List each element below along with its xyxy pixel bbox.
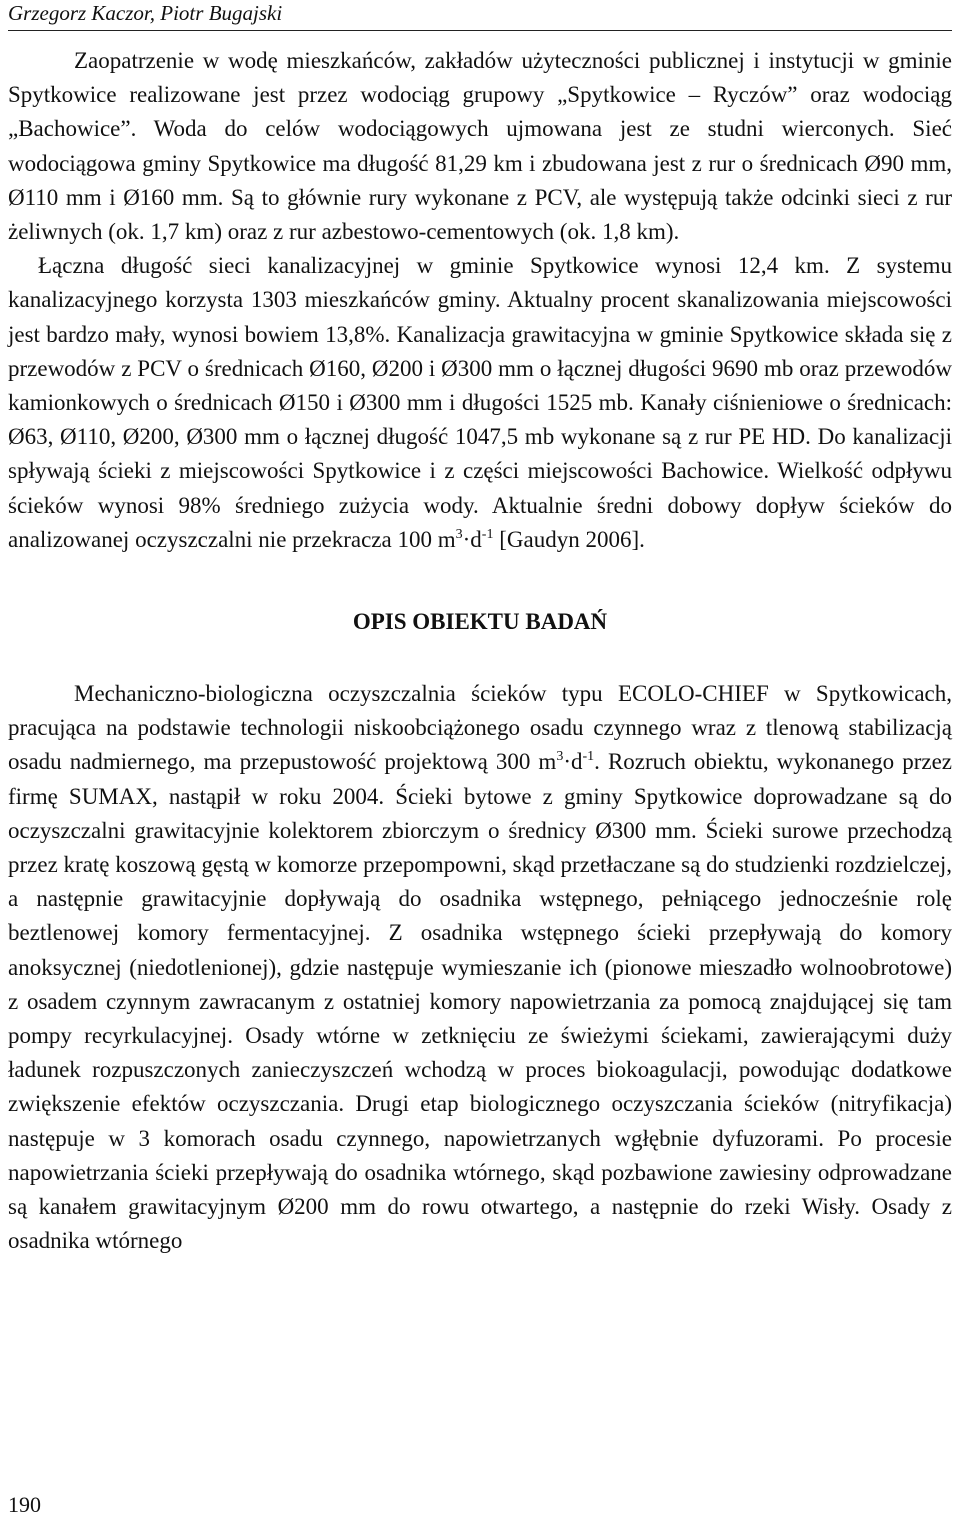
unit-exponent: -1 (582, 749, 595, 765)
running-head-authors: Grzegorz Kaczor, Piotr Bugajski (8, 0, 952, 31)
unit-exponent: 3 (455, 526, 463, 542)
article-body (8, 44, 952, 1259)
unit-text: ·d (462, 526, 482, 552)
sewerage-text: Łączna długość sieci kanalizacyjnej w gminie Spytkowice wynosi 12,4 km. Z systemu kanalizacyjnego korzysta 1303 mieszkańców gminy. Aktualny procent skanalizowania miejscowości jest bardzo mały, wynosi bowiem 13,8%. Kanalizacja grawitacyjna w gminie Spytkowice składa się z przewodów z PCV o średnicach Ø160, Ø200 i Ø300 mm o łącznej długości 9690 mb oraz przewodów kamionkowych o średnicach Ø150 i Ø300 mm i długości 1525 mb. Kanały ciśnieniowe o średnicach: Ø63, Ø110, Ø200, Ø300 mm o łącznej długość 1047,5 mb wykonane są z rur PE HD. Do kanalizacji spływają ścieki z miejscowości Spytkowice i z części miejscowości Bachowice. Wielkość odpływu ścieków wynosi 98% średniego zużycia wody. Aktualnie średni dobowy dopływ ścieków do analizowanej oczyszczalni nie przekracza 100 m (8, 253, 952, 552)
unit-text: ·d (563, 749, 583, 775)
unit-exponent: 3 (556, 749, 564, 765)
paragraph-water-supply: Zaopatrzenie w wodę mieszkańców, zakładów użyteczności publicznej i instytucji w gminie Spytkowice realizowane jest przez wodociąg grupowy „Spytkowice – Ryczów” oraz wodociąg „Bachowice”. Woda do celów wodociągowych ujmowana jest ze studni wierconych. Sieć wodociągowa gminy Spytkowice ma długość 81,29 km i zbudowana jest z rur o średnicach Ø90 mm, Ø110 mm i Ø160 mm. Są to głównie rury wykonane z PCV, ale występują także odcinki sieci z rur żeliwnych (ok. 1,7 km) oraz z rur azbestowo-cementowych (ok. 1,8 km). (8, 48, 952, 245)
object-text-start: Mechaniczno-biologiczna oczyszczalnia ścieków typu ECOLO-CHIEF w Spytkowicach, pracująca na podstawie technologii niskoobciążonego osadu czynnego wraz z tlenową stabilizacją osadu nadmiernego, ma przepustowość projektową 300 m (8, 681, 952, 775)
paragraph-sewerage (8, 249, 952, 557)
page-number: 190 (8, 1492, 41, 1517)
citation-text: [Gaudyn 2006]. (493, 526, 645, 552)
paragraph-object-description (8, 677, 952, 1258)
unit-exponent: -1 (481, 526, 494, 542)
object-text-end: . Rozruch obiektu, wykonanego przez firmę SUMAX, nastąpił w roku 2004. Ścieki bytowe z gminy Spytkowice doprowadzane są do oczyszczalni grawitacyjnie kolektorem zbiorczym o średnicy Ø300 mm. Ścieki surowe przechodzą przez kratę koszową gęstą w komorze przepompowni, skąd przetłaczane są do studzienki rozdzielczej, a następnie grawitacyjnie dopływają do osadnika wstępnego, pełniącego jednocześnie rolę beztlenowej komory fermentacyjnej. Z osadnika wstępnego ścieki przepływają do komory anoksycznej (niedotlenionej), gdzie następuje wymieszanie ich (pionowe mieszadło wolnoobrotowe) z osadem czynnym zawracanym z ostatniej komory napowietrzania za pomocą znajdującej się tam pompy recyrkulacyjnej. Osady wtórne w zetknięciu ze świeżymi ściekami, zawierającymi duży ładunek rozpuszczonych zanieczyszczeń wchodzą w proces biokoagulacji, powodując dodatkowe zwiększenie efektów oczyszczania. Drugi etap biologicznego oczyszczania ścieków (nitryfikacja) następuje w 3 komorach osadu czynnego, napowietrzanych wgłębnie dyfuzorami. Po procesie napowietrzania ścieki przepływają do osadnika wtórnego, skąd pozbawione zawiesiny odprowadzane są kanałem grawitacyjnym Ø200 mm do rowu otwartego, a następnie do rzeki Wisły. Osady z osadnika wtórnego (8, 749, 952, 1254)
section-heading: OPIS OBIEKTU BADAŃ (352, 609, 608, 635)
